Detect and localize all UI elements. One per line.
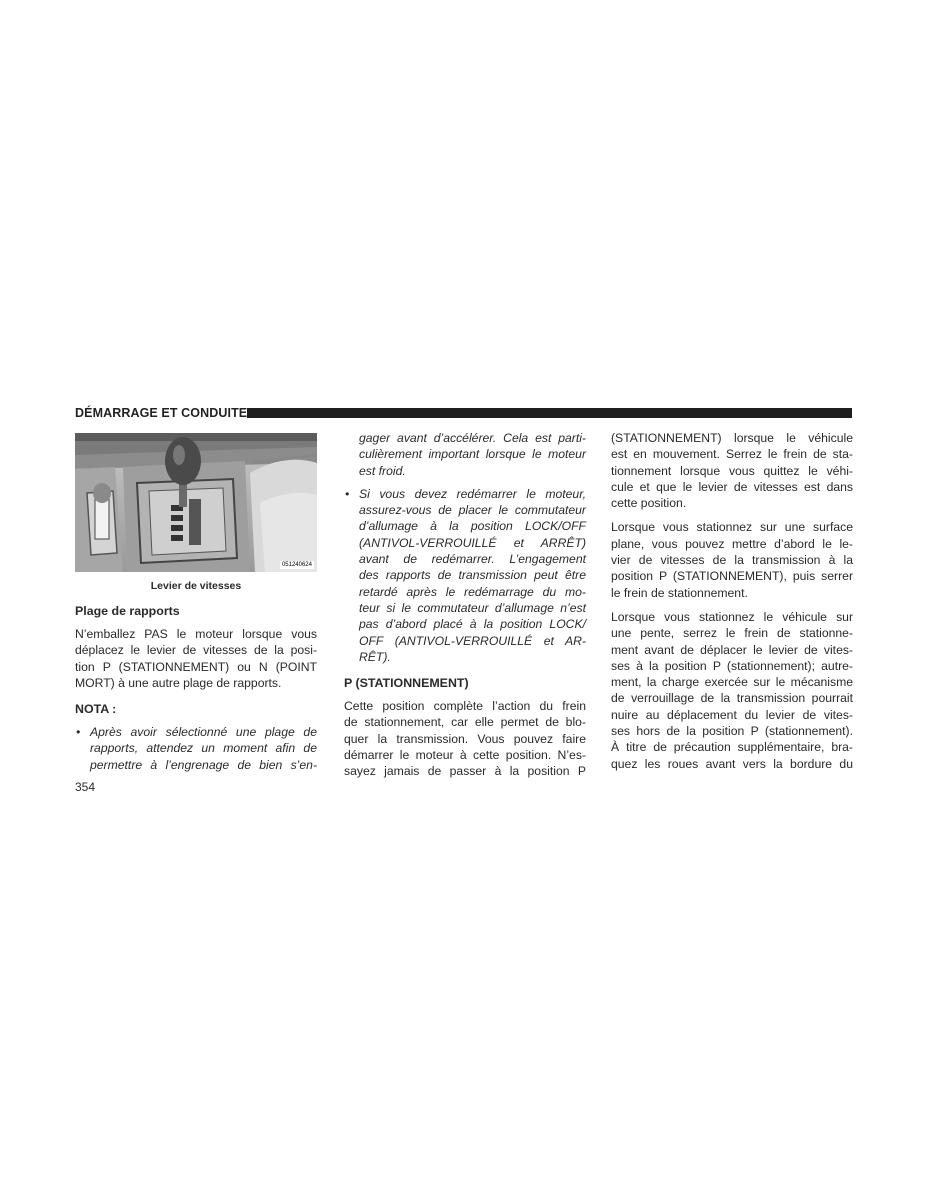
column-left <box>75 430 317 776</box>
text-line: tion P (STATIONNEMENT) ou N (POINT <box>75 659 317 674</box>
text-line: Après avoir sélectionné une plage de <box>90 725 317 740</box>
text-line: le frein de stationnement. <box>611 585 748 600</box>
text-line: ses à la position P (stationnement); autre- <box>611 658 853 673</box>
text-line: N’emballez PAS le moteur lorsque vous <box>75 627 317 641</box>
text-line: cette position. <box>611 496 687 511</box>
text-line: gager avant d’accélérer. Cela est parti- <box>359 431 586 445</box>
page-number: 354 <box>75 780 96 794</box>
text-line: cule et que le levier de vitesses est dans <box>611 479 853 494</box>
figure-caption: Levier de vitesses <box>150 580 242 592</box>
list-item <box>344 486 586 665</box>
text-line: de verrouillage de la transmission pourrait <box>611 691 853 706</box>
text-line: quez les roues avant vers la bordure du <box>611 756 853 771</box>
text-line: vier de vitesses de la transmission à la <box>611 553 853 568</box>
text-line: d’allumage à la position LOCK/OFF <box>359 519 586 534</box>
text-line: ment avant de déplacer le levier de vites- <box>611 642 853 657</box>
text-line: des rapports de transmission peut être <box>359 568 586 583</box>
text-line: culièrement important lorsque le moteur <box>359 447 586 462</box>
bullet-icon: • <box>345 486 350 501</box>
paragraph-continuation <box>611 430 853 511</box>
section-title: DÉMARRAGE ET CONDUITE <box>75 406 248 420</box>
text-line: nuire au déplacement du levier de vites- <box>611 707 853 722</box>
heading-plage-de-rapports: Plage de rapports <box>75 604 180 618</box>
text-line: démarrer le moteur à cette position. N’es- <box>344 748 586 763</box>
text-line: rapports, attendez un moment afin de <box>90 741 317 756</box>
text-line: teur si le commutateur d’allumage n’est <box>359 600 586 615</box>
header-rule <box>247 408 852 418</box>
text-line: plane, vous pouvez mettre d’abord le le- <box>611 536 853 551</box>
text-line: est froid. <box>359 463 406 478</box>
text-line: Lorsque vous stationnez sur une surface <box>611 520 853 535</box>
text-line: ses hors de la position P (stationnement). <box>611 724 853 739</box>
text-line: (STATIONNEMENT) lorsque le véhicule <box>611 431 853 445</box>
text-line: pas d’abord placé à la position LOCK/ <box>359 617 586 632</box>
list-item-continuation <box>344 430 586 479</box>
text-line: sayez jamais de passer à la position P <box>344 764 586 779</box>
nota-list-continued <box>344 486 586 665</box>
text-line: déplacez le levier de vitesses de la posi- <box>75 643 317 658</box>
paragraph-surface-plane <box>611 519 853 600</box>
gear-shifter-illustration <box>75 433 317 572</box>
text-line: MORT) à une autre plage de rapports. <box>75 675 282 690</box>
section-header <box>75 405 852 421</box>
column-right <box>611 430 853 780</box>
figure-id: 051240624 <box>281 562 312 568</box>
text-line: (ANTIVOL-VERROUILLÉ et ARRÊT) <box>359 535 586 550</box>
text-line: avant de redémarrer. L’engagement <box>359 552 586 567</box>
paragraph-pente <box>611 609 853 772</box>
column-middle <box>344 430 586 788</box>
text-line: ment, la charge exercée sur le mécanisme <box>611 675 853 690</box>
heading-p-stationnement: P (STATIONNEMENT) <box>344 676 469 691</box>
text-line: Lorsque vous stationnez le véhicule sur <box>611 609 853 624</box>
text-line: une pente, serrez le frein de stationne- <box>611 626 853 641</box>
text-line: est en mouvement. Serrez le frein de sta- <box>611 447 853 462</box>
text-line: quer la transmission. Vous pouvez faire <box>344 731 586 746</box>
paragraph-plage-de-rapports <box>75 626 317 691</box>
text-line: Si vous devez redémarrer le moteur, <box>359 486 586 501</box>
text-line: retardé après le redémarrage du mo- <box>359 584 586 599</box>
text-line: assurez-vous de placer le commutateur <box>359 503 586 518</box>
text-line: Cette position complète l’action du frein <box>344 699 586 714</box>
text-line: permettre à l’engrenage de bien s’en- <box>90 757 317 772</box>
text-line: À titre de précaution supplémentaire, bra- <box>611 740 853 755</box>
nota-label: NOTA : <box>75 702 117 717</box>
nota-list <box>75 724 317 773</box>
text-line: position P (STATIONNEMENT), puis serrer <box>611 569 853 584</box>
text-line: RÊT). <box>359 649 391 664</box>
text-line: de stationnement, car elle permet de blo- <box>344 715 586 730</box>
paragraph-p-stationnement <box>344 698 586 779</box>
list-item <box>75 724 317 773</box>
text-line: OFF (ANTIVOL-VERROUILLÉ et AR- <box>359 633 586 648</box>
gear-shifter-photo <box>75 433 317 572</box>
text-line: tionnement lorsque vous quittez le véhi- <box>611 463 853 478</box>
bullet-icon: • <box>76 725 81 740</box>
